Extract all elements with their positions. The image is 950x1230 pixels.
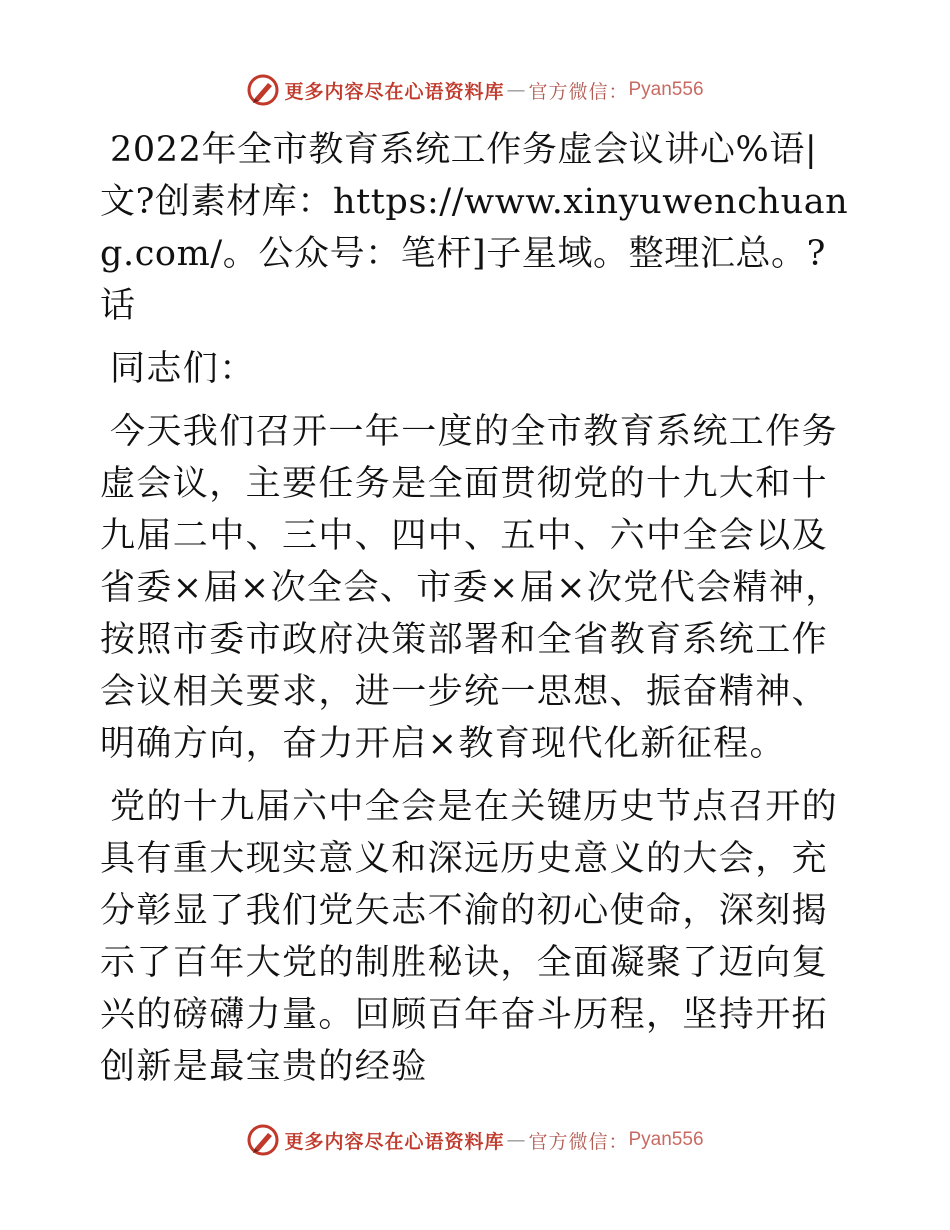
document-body <box>100 124 852 1104</box>
salutation-paragraph: 同志们： <box>110 349 256 389</box>
header-watermark <box>0 72 950 108</box>
watermark-dash: — <box>506 1129 527 1151</box>
watermark-wechat-label: 官方微信： <box>528 80 629 103</box>
pen-logo-icon <box>246 73 280 107</box>
watermark-wechat-id: Pyan556 <box>628 1129 704 1150</box>
watermark-wechat-label: 官方微信： <box>528 1130 629 1153</box>
watermark-main-text: 更多内容尽在心语资料库 <box>284 80 505 103</box>
watermark-wechat-id: Pyan556 <box>628 79 704 100</box>
watermark-main-text: 更多内容尽在心语资料库 <box>284 1130 505 1153</box>
body-paragraph: 党的十九届六中全会是在关键历史节点召开的具有重大现实意义和深远历史意义的大会，充分彰显了我们党矢志不渝的初心使命，深刻揭示了百年大党的制胜秘诀，全面凝聚了迈向复兴的磅礴力量。回顾百年奋斗历程，坚持开拓创新是最宝贵的经验 <box>100 787 839 1087</box>
watermark-dash: — <box>506 79 527 101</box>
body-paragraph: 今天我们召开一年一度的全市教育系统工作务虚会议，主要任务是全面贯彻党的十九大和十九届二中、三中、四中、五中、六中全会以及省委×届×次全会、市委×届×次党代会精神，按照市委市政府决策部署和全省教育系统工作会议相关要求，进一步统一思想、振奋精神、明确方向，奋力开启×教育现代化新征程。 <box>100 412 842 764</box>
document-title-paragraph: 2022年全市教育系统工作务虚会议讲心%语|文?创素材库：https://www.xinyuwenchuang.com/。公众号：笔杆]子星域。整理汇总。?话 <box>100 130 849 326</box>
pen-logo-icon <box>246 1123 280 1157</box>
footer-watermark <box>0 1122 950 1158</box>
